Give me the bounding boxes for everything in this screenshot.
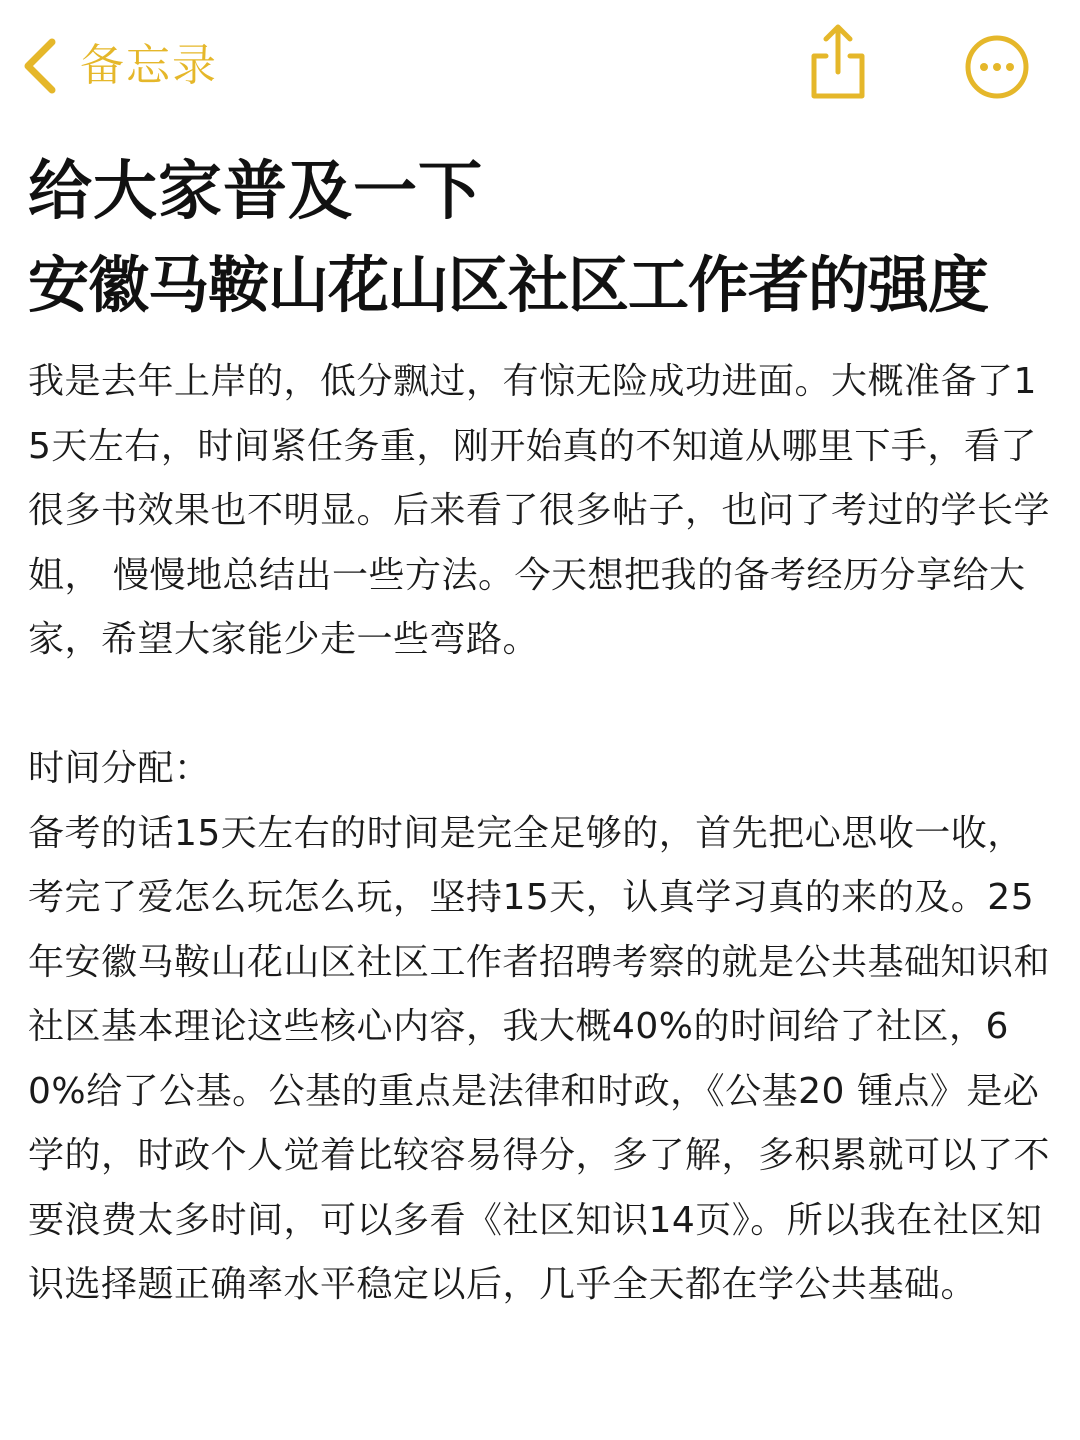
note-title-line-2: 安徽马鞍山花山区社区工作者的强度 [28,250,989,321]
section-paragraph: 备考的话15天左右的时间是完全足够的，首先把心思收一收，考完了爱怎么玩怎么玩，坚持15天，认真学习真的来的及。25年安徽马鞍山花山区社区工作者招聘考察的就是公共基础知识和社区基本理论这些核心内容，我大概40%的时间给了社区，60%给了公基。公基的重点是法律和时政，《公基20 锺点》是必学的，时政个人觉着比较容易得分，多了解，多积累就可以了不要浪费太多时间，可以多看《社区知识14页》。所以我在社区知识选择题正确率水平稳定以后，几乎全天都在学公共基础。 [28,812,1051,1305]
back-button[interactable] [22,34,218,98]
back-label: 备忘录 [80,40,218,91]
share-icon [806,87,870,106]
chevron-left-icon [22,38,58,94]
navigation-bar [0,0,1080,130]
share-button[interactable] [806,22,870,102]
more-icon [964,85,1030,104]
more-options-button[interactable] [964,34,1030,100]
note-title-line-1: 给大家普及一下 [28,155,483,229]
note-title [28,150,1068,328]
note-body[interactable] [28,350,1058,1318]
paragraph-spacer [28,673,1058,738]
intro-paragraph: 我是去年上岸的，低分飘过，有惊无险成功进面。大概准备了15天左右，时间紧任务重，刚开始真的不知道从哪里下手，看了很多书效果也不明显。后来看了很多帖子，也问了考过的学长学姐， 慢慢地总结出一些方法。今天想把我的备考经历分享给大家，希望大家能少走一些弯路。 [28,361,1051,660]
section-heading: 时间分配： [28,748,211,789]
